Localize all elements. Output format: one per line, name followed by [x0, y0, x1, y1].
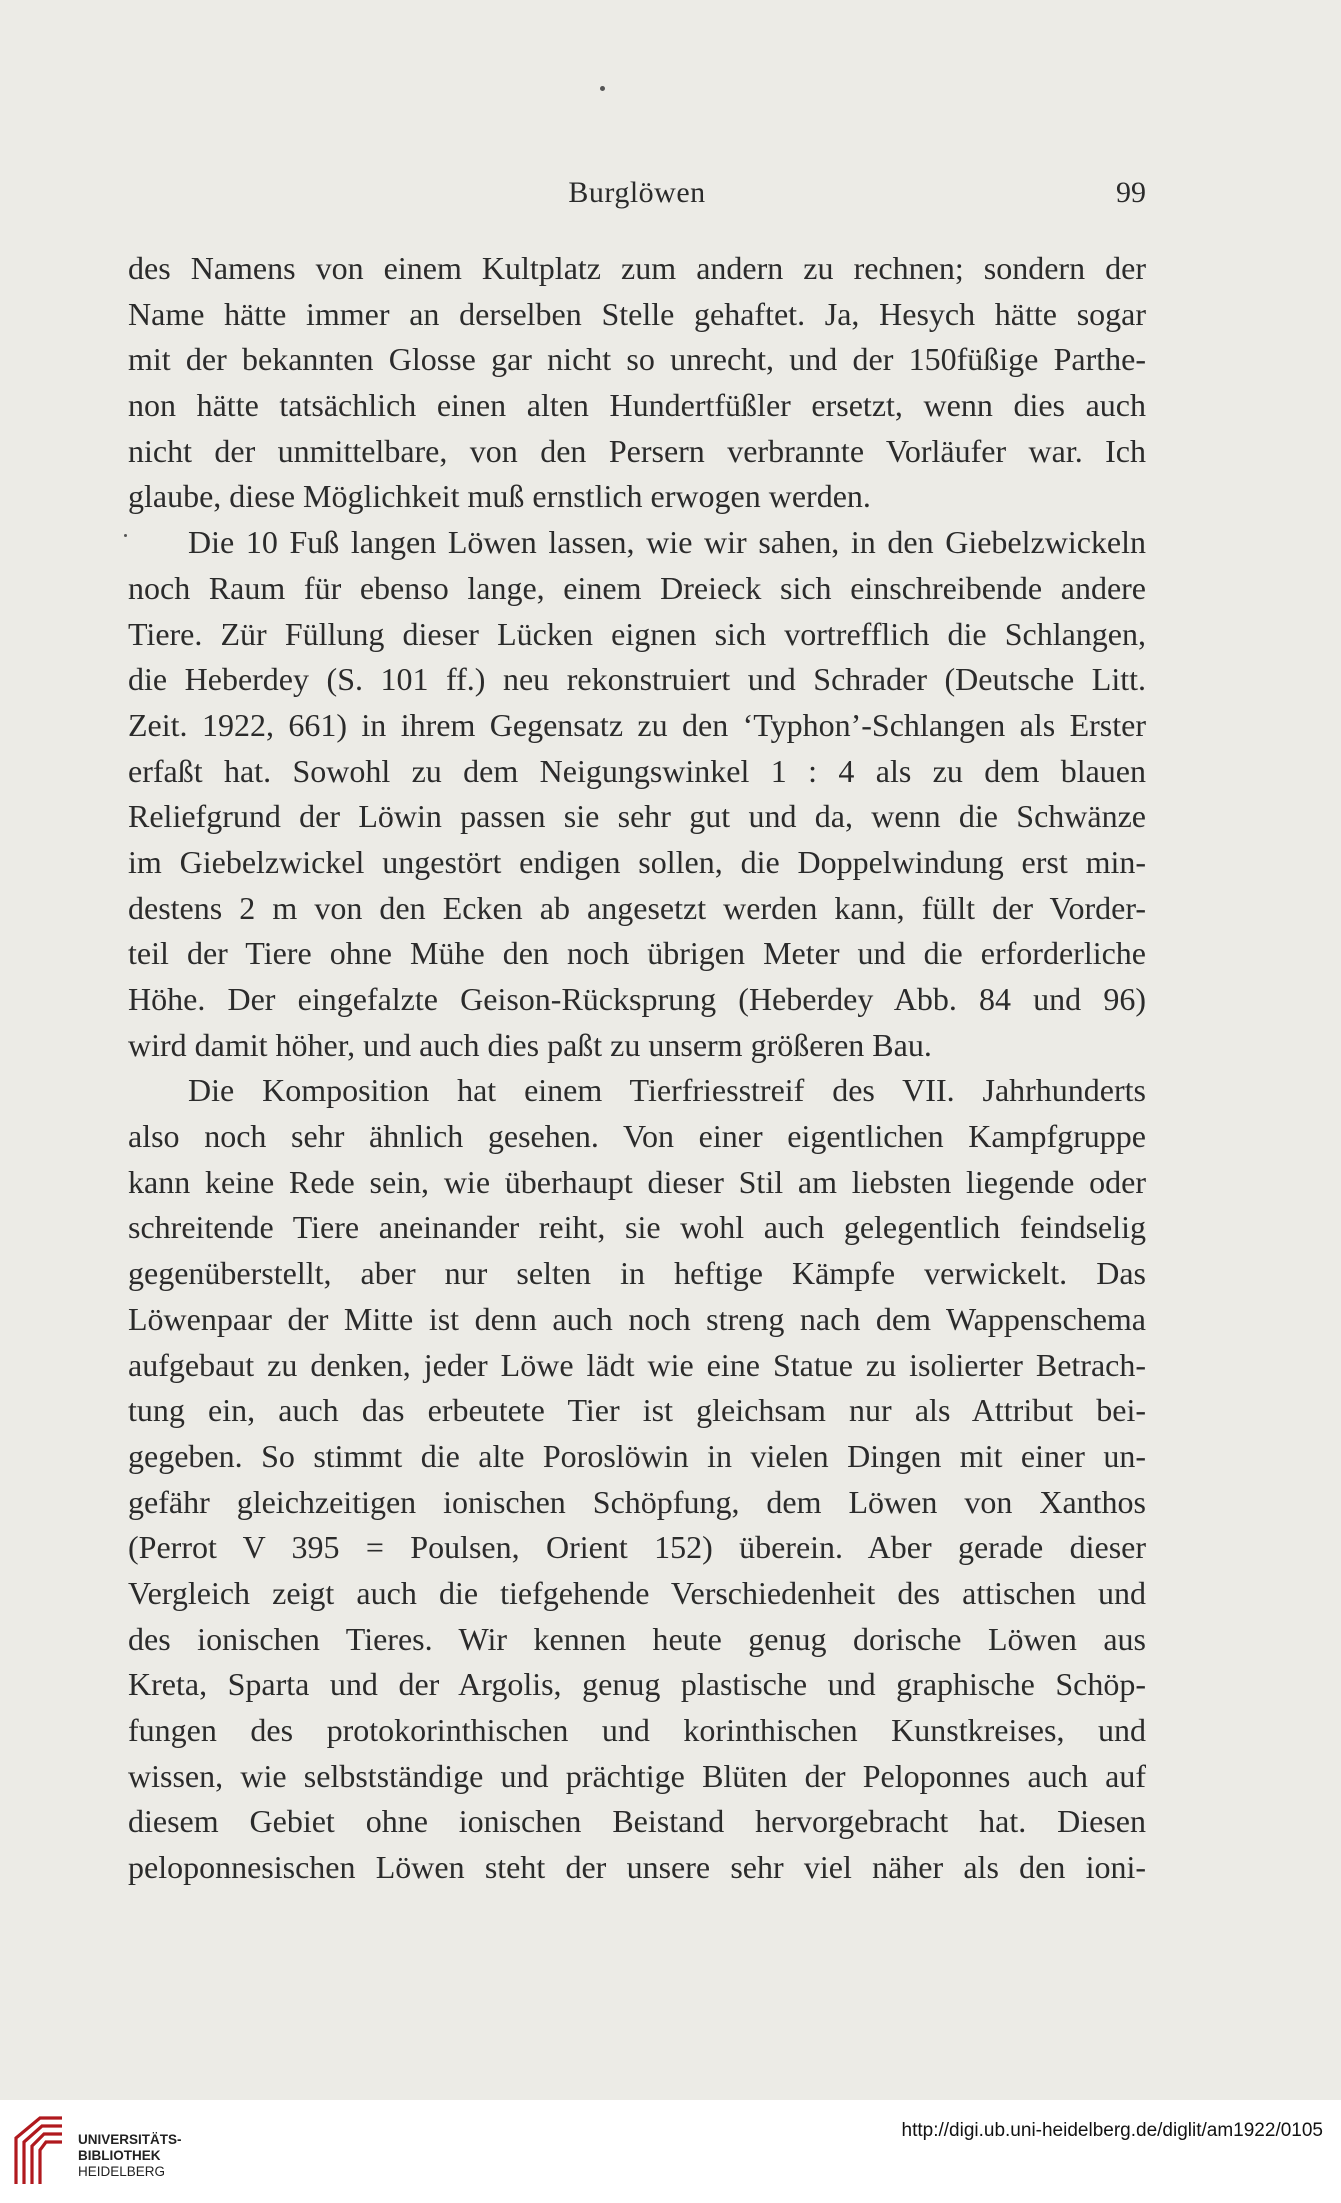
- text-line: Höhe. Der eingefalzte Geison-Rücksprung (Heberdey Abb. 84 und 96): [128, 981, 1146, 1017]
- running-title: Burglöwen: [568, 176, 706, 209]
- text-line: schreitende Tiere aneinander reiht, sie wohl auch gelegentlich feindselig: [128, 1209, 1146, 1246]
- text-line: glaube, diese Möglichkeit muß ernstlich erwogen werden.: [128, 478, 871, 515]
- ink-speck: [124, 534, 127, 537]
- text-line: Löwenpaar der Mitte ist denn auch noch streng nach dem Wappenschema: [128, 1300, 1146, 1337]
- text-line: mit der bekannten Glosse gar nicht so unrecht, und der 150füßige Parthe-: [128, 341, 1146, 378]
- text-line: destens 2 m von den Ecken ab angesetzt werden kann, füllt der Vorder-: [128, 889, 1146, 926]
- permalink-url[interactable]: http://digi.ub.uni-heidelberg.de/diglit/am1922/0105: [901, 2120, 1323, 2141]
- page-number: 99: [1116, 176, 1146, 209]
- text-line: des ionischen Tieres. Wir kennen heute genug dorische Löwen aus: [128, 1620, 1146, 1657]
- text-line: Name hätte immer an derselben Stelle gehaftet. Ja, Hesych hätte sogar: [128, 295, 1146, 332]
- text-line: non hätte tatsächlich einen alten Hundertfüßler ersetzt, wenn dies auch: [128, 387, 1146, 424]
- library-name-line: UNIVERSITÄTS-: [78, 2132, 182, 2147]
- text-line: im Giebelzwickel ungestört endigen sollen, die Doppelwindung erst min-: [128, 843, 1146, 880]
- text-line: Kreta, Sparta und der Argolis, genug plastische und graphische Schöp-: [128, 1666, 1146, 1703]
- text-line: nicht der unmittelbare, von den Persern verbrannte Vorläufer war. Ich: [128, 432, 1146, 469]
- text-line: noch Raum für ebenso lange, einem Dreieck sich einschreibende andere: [128, 569, 1146, 606]
- text-line: peloponnesischen Löwen steht der unsere sehr viel näher als den ioni-: [128, 1849, 1146, 1886]
- text-line: Reliefgrund der Löwin passen sie sehr gut und da, wenn die Schwänze: [128, 798, 1146, 835]
- text-line: teil der Tiere ohne Mühe den noch übrigen Meter und die erforderliche: [128, 935, 1146, 972]
- text-line: des Namens von einem Kultplatz zum andern zu rechnen; sondern der: [128, 250, 1146, 286]
- body-text: [128, 246, 1146, 1891]
- text-line: Die 10 Fuß langen Löwen lassen, wie wir sahen, in den Giebelzwickeln: [188, 524, 1146, 561]
- text-line: gegeben. So stimmt die alte Poroslöwin in vielen Dingen mit einer un-: [128, 1437, 1146, 1474]
- text-line: aufgebaut zu denken, jeder Löwe lädt wie eine Statue zu isolierter Betrach-: [128, 1346, 1146, 1383]
- library-logo[interactable]: [10, 2112, 182, 2192]
- library-logo-icon: [10, 2112, 68, 2186]
- text-line: Zeit. 1922, 661) in ihrem Gegensatz zu den ‘Typhon’-Schlangen als Erster: [128, 706, 1146, 743]
- text-line: kann keine Rede sein, wie überhaupt dieser Stil am liebsten liegende oder: [128, 1163, 1146, 1200]
- text-line: Vergleich zeigt auch die tiefgehende Verschiedenheit des attischen und: [128, 1574, 1146, 1611]
- ink-speck: [600, 86, 605, 91]
- text-line: Tiere. Zür Füllung dieser Lücken eignen sich vortrefflich die Schlangen,: [128, 615, 1146, 652]
- text-line: also noch sehr ähnlich gesehen. Von einer eigentlichen Kampfgruppe: [128, 1118, 1146, 1155]
- text-line: Die Komposition hat einem Tierfriesstreif des VII. Jahrhunderts: [188, 1072, 1146, 1109]
- text-line: tung ein, auch das erbeutete Tier ist gleichsam nur als Attribut bei-: [128, 1392, 1146, 1429]
- footer-bar: [0, 2100, 1341, 2203]
- text-line: die Heberdey (S. 101 ff.) neu rekonstruiert und Schrader (Deutsche Litt.: [128, 661, 1146, 698]
- text-line: gegenüberstellt, aber nur selten in heftige Kämpfe verwickelt. Das: [128, 1255, 1146, 1292]
- text-line: wissen, wie selbstständige und prächtige Blüten der Peloponnes auch auf: [128, 1757, 1146, 1794]
- page-header: [128, 176, 1146, 216]
- text-line: diesem Gebiet ohne ionischen Beistand hervorgebracht hat. Diesen: [128, 1803, 1146, 1840]
- text-line: wird damit höher, und auch dies paßt zu unserm größeren Bau.: [128, 1026, 932, 1063]
- text-line: fungen des protokorinthischen und korinthischen Kunstkreises, und: [128, 1712, 1146, 1748]
- library-name-line: BIBLIOTHEK: [78, 2148, 161, 2163]
- library-name: [78, 2132, 182, 2180]
- library-name-line: HEIDELBERG: [78, 2164, 166, 2179]
- text-line: erfaßt hat. Sowohl zu dem Neigungswinkel 1 : 4 als zu dem blauen: [128, 752, 1146, 789]
- text-line: (Perrot V 395 = Poulsen, Orient 152) überein. Aber gerade dieser: [128, 1529, 1146, 1566]
- text-line: gefähr gleichzeitigen ionischen Schöpfung, dem Löwen von Xanthos: [128, 1483, 1146, 1520]
